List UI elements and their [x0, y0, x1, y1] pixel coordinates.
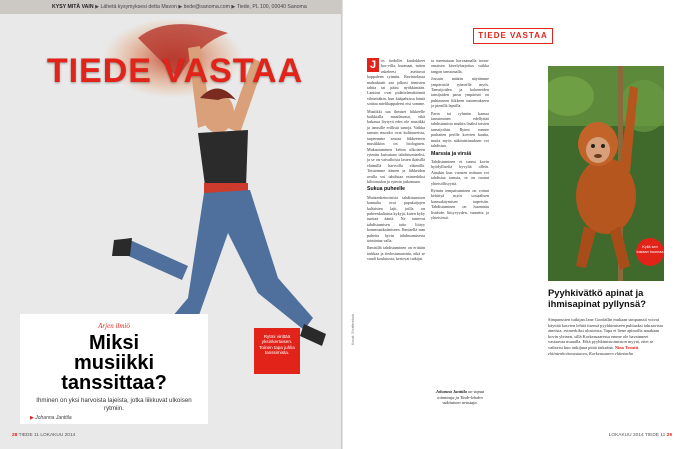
col2-paragraph-5: Rytmin tempaisuminen on voinut kehittyä myös sosiaalisen kanssakäymisen tarpeisiin. Tahdistuminen on huomattu lisäävän liittyvyyden, tunnetta ja yhteisössä. [431, 187, 489, 220]
folio-left-text: TIEDE 11 LOKAKUU 2014 [18, 433, 76, 438]
answer-paragraph-2: Tapa ei liene apinoilla amakaan kovin yleinen, sillä Korkeasaaressa emme ole havainneet vastaavaa muualla. [548, 328, 660, 345]
topbar-label: KYSY MITÄ VAIN [52, 4, 94, 10]
col2-paragraph-1: ta meenataan horvaamalla tavan-omaisen kävelyharjoitus vaikka tangon tanssimalla. [431, 58, 489, 74]
article-teaser [20, 314, 208, 424]
teaser-title-line-1: Miksi [88, 332, 140, 354]
photo-caption-badge: Kyllä sen tosiaan huomaa [636, 238, 664, 266]
col1-paragraph-4: Ihmisillä tahdistuminen on erittäin tarkkaa ja tiedostamatonta, eikä se vaadi koulutusta, kertovat tutkijat. [367, 245, 425, 262]
folio-right [609, 433, 672, 438]
teaser-author-name: Johanna Janttila [35, 415, 72, 422]
section-tag: TIEDE VASTAA [473, 28, 553, 44]
col2-paragraph-4: Tahdistuminen ei tunnu kovin hyödylliseltä kyvyltä ollein. Ainakin kun vuosien mittaan voi tahdistaa tanssia, se on tuonut yhteisöllisyyttä. [431, 158, 489, 186]
article-column-2 [431, 58, 489, 220]
topbar-text: ▶ Lähetä kysymyksesi detta Mavon ▶ tiede@sanoma.com ▶ Tiede, PL 100, 00040 Sanoma [95, 4, 307, 10]
teaser-author [30, 415, 198, 421]
folio-left-page: 28 [12, 433, 18, 438]
article-column-1 [367, 58, 425, 262]
col2-paragraph-2: Jossain määrin näytämme ympäristöä rytmeille myös. Tanssijoiden ja kokeneiden tansijoiden paras ympäristö on puhtaaseen liikkeen tuntemukseen jo pienillä lapsilla. [431, 76, 489, 109]
answerer-name: Nina Trontti [614, 344, 639, 350]
teaser-title [30, 333, 198, 393]
teaser-kicker: Arjen ilmiö [98, 322, 130, 330]
bio-text: on vapaa toimittaja ja Tiede-lehden vakituinen avustaja. [437, 389, 485, 406]
author-bio [431, 389, 489, 406]
col1-paragraph-3: Muistenkeinoisista tahdistumisen kannalta ovat papukaijojen kaltaisten lajit, joilla on puheenkaltaista kykyjä, kuten kyky tuottaa ääniä. Ne tuntevat tahdistumisen taito liittyy kommunikoimiseen. Ihmisellä mm puhetta hyvin tahdistumisesta toimintaa valla. [367, 194, 425, 243]
folio-right-text: LOKAKUU 2014 TIEDE 11 [608, 433, 666, 438]
right-page [343, 0, 686, 449]
author-arrow-icon: ▶ [30, 415, 34, 422]
question-body: Simpanssien tutkijan Jane Goodallin mukaan simpanssit voivat käyttää kasvien lehtiä itsensä pyyhkimiseen puhtaaksi tahraavista aineista, esimerkiksi ulosteista. Tapa ei liene apinoilla amakaan kovin yleinen, sillä Korkeasaaressa emme ole havainneet vastaavaa muualla. Eikä pyyhkimistoimiston myytä, ettei se vaihteisi kun tutkijana pitää tärkeänä. Nina Trontti, eläintenhoitovastaava, Korkeasaaren eläintarha [548, 317, 663, 356]
col1-subhead: Sukua puheelle [367, 186, 406, 193]
photo-credit: Kuvat: Shutterstock [351, 313, 355, 345]
teaser-deck: Ihminen on yksi harvoista lajeista, jotka liikkuvat ulkoisen rytmiin. [36, 397, 192, 412]
teaser-title-line-3: tanssittaa? [61, 372, 167, 394]
folio-right-page: 29 [666, 433, 672, 438]
col2-subhead: Marssia ja virsiä [431, 150, 472, 157]
question-title: Pyyhkivätkö apinat ja ihmisapinat pyllynsä? [548, 287, 646, 309]
answer-paragraph-3: Eikä pyyhkimistoimiston myytä, ettei se vaihteisi kun tutkijana pitää tärkeänä. [548, 339, 654, 350]
drop-cap: J [367, 58, 379, 72]
col2-paragraph-3: Parin tai ryhmän kanssa tanssiminen edellyttää tahdistumista muihin lisäksi toisten tanssijoihin. Rytmi menee parhaiten perille korvien kautta, mutta myös näköaistimuksen voi tahdistua. [431, 110, 489, 149]
col1-paragraph-1: os tiedollet kuulokkeet kor-villa, huomaat, miten askeleesi asettuvat kappaleen rytmiin. Ravintolassa mahaduutit saa jalkasi tömisten tahtia tai pääsi nyökkimään. Lantiosi ovat pidättelemättömät vilmeitäkin, kun kääpahtissa häntä soittaa mielikappaleesi etsi somme. [367, 58, 425, 107]
bio-name: Johanna Janttila [435, 389, 467, 394]
answerer-role: eläintenhoitovastaava, Korkeasaaren eläintarha [548, 350, 633, 356]
teaser-title-line-2: musiikki [73, 352, 155, 374]
page-headline: TIEDE VASTAA [46, 52, 304, 90]
top-bar [0, 0, 343, 14]
folio-left [12, 433, 75, 438]
col1-paragraph-2: Musiikki saa ihmiset liikkeelle kaikkialla maailmassa, eikä kukassa löytyvä edes ole musiikki ja tanssille erillistä sanoja. Vaikka tanssin muodot ovat kulttuureista, tarpeemme seuraa liikkeeseen musiikkiin on biologinen. Mukautuminen kehon ulkoiseen rytmiin kutsutaan tahdistumiseksi, ja se on vaivalloista lasten ikäisillä eläimillä harvoilla eläimillä. Toistemme äänten ja liikkeiden avulla voi tahdistaa esimerkiksi kilttomalon ja rytmin jatkamaan. [367, 108, 425, 184]
answer-paragraph-1: Simpanssien tutkijan Jane Goodallin mukaan simpanssit voivat käyttää kasvien lehtiä itsensä pyyhkimiseen puhtaaksi tahraavista aineista, esimerkiksi ulosteista. [548, 317, 663, 334]
side-caption: Rytmi virittää yksinkertaisen. Toinen tapa juhlia tanssimista. [254, 328, 300, 374]
